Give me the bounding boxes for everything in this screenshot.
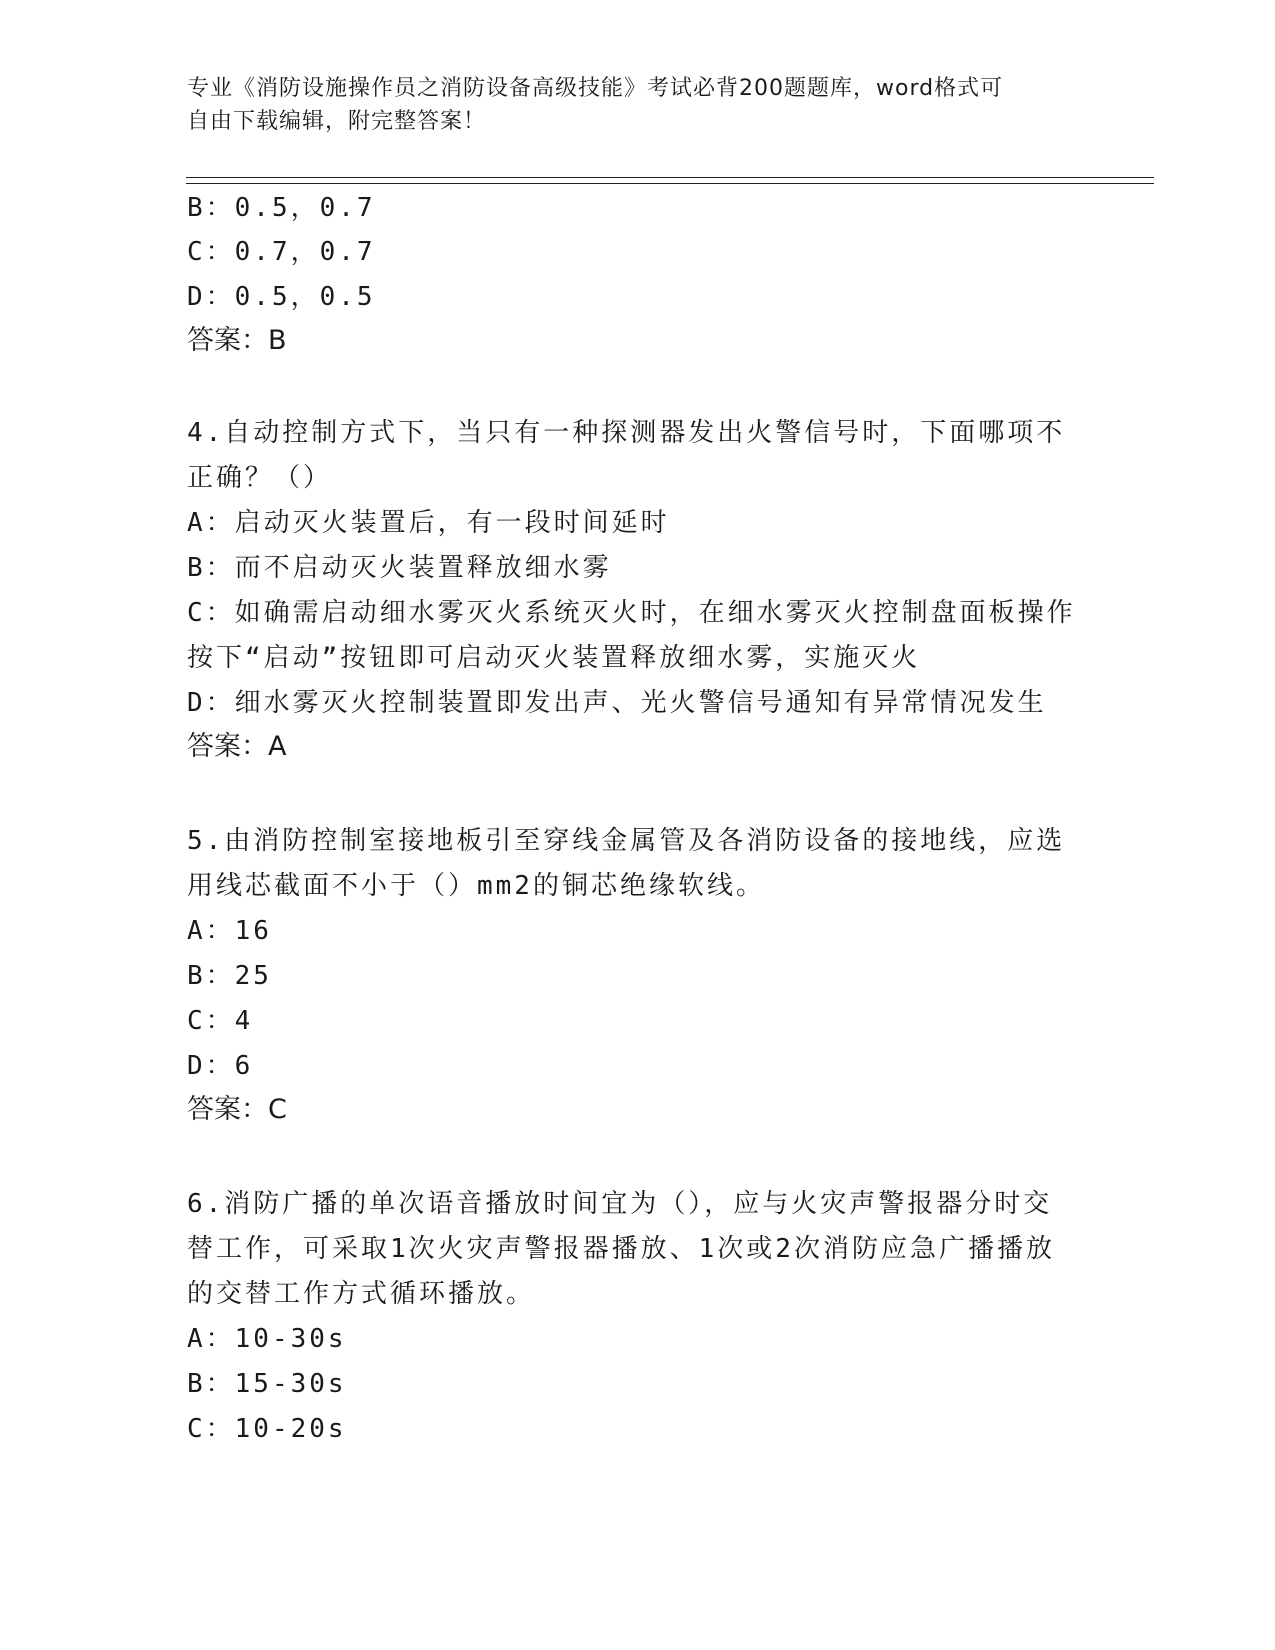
header-divider-top [186,177,1154,178]
q4-stem-line-1: 4.自动控制方式下，当只有一种探测器发出火警信号时，下面哪项不 [187,418,1066,448]
q4-answer: 答案：A [187,731,287,762]
q3-option-d: D：0.5，0.5 [187,282,376,312]
header-line-1: 专业《消防设施操作员之消防设备高级技能》考试必背200题题库，word格式可 [187,76,1004,101]
q3-option-b: B：0.5，0.7 [187,193,376,223]
q6-option-b: B：15-30s [187,1369,347,1399]
q6-option-c: C：10-20s [187,1414,347,1444]
q4-option-c-line-1: C：如确需启动细水雾灭火系统灭火时，在细水雾灭火控制盘面板操作 [187,598,1076,628]
q3-option-c: C：0.7，0.7 [187,237,376,267]
q5-option-b: B：25 [187,961,272,991]
q6-stem-line-2: 替工作，可采取1次火灾声警报器播放、1次或2次消防应急广播播放 [187,1234,1055,1264]
q4-option-a: A：启动灭火装置后，有一段时间延时 [187,508,670,538]
q6-stem-line-3: 的交替工作方式循环播放。 [187,1279,536,1309]
q4-option-b: B：而不启动灭火装置释放细水雾 [187,553,612,583]
q4-option-c-line-2: 按下“启动”按钮即可启动灭火装置释放细水雾，实施灭火 [187,643,921,673]
q5-option-a: A：16 [187,916,272,946]
q5-stem-line-2: 用线芯截面不小于（）mm2的铜芯绝缘软线。 [187,871,765,901]
q4-stem-line-2: 正确？（） [187,463,333,493]
q5-option-d: D：6 [187,1051,254,1081]
q5-option-c: C：4 [187,1006,254,1036]
header-line-2: 自由下载编辑，附完整答案！ [187,109,487,134]
q5-stem-line-1: 5.由消防控制室接地板引至穿线金属管及各消防设备的接地线，应选 [187,826,1066,856]
header-divider-bottom [186,183,1154,184]
document-header [187,72,1067,138]
q3-answer: 答案：B [187,325,287,356]
q6-option-a: A：10-30s [187,1324,347,1354]
q4-option-d: D：细水雾灭火控制装置即发出声、光火警信号通知有异常情况发生 [187,688,1047,718]
q6-stem-line-1: 6.消防广播的单次语音播放时间宜为（），应与火灾声警报器分时交 [187,1189,1053,1219]
q5-answer: 答案：C [187,1094,287,1125]
